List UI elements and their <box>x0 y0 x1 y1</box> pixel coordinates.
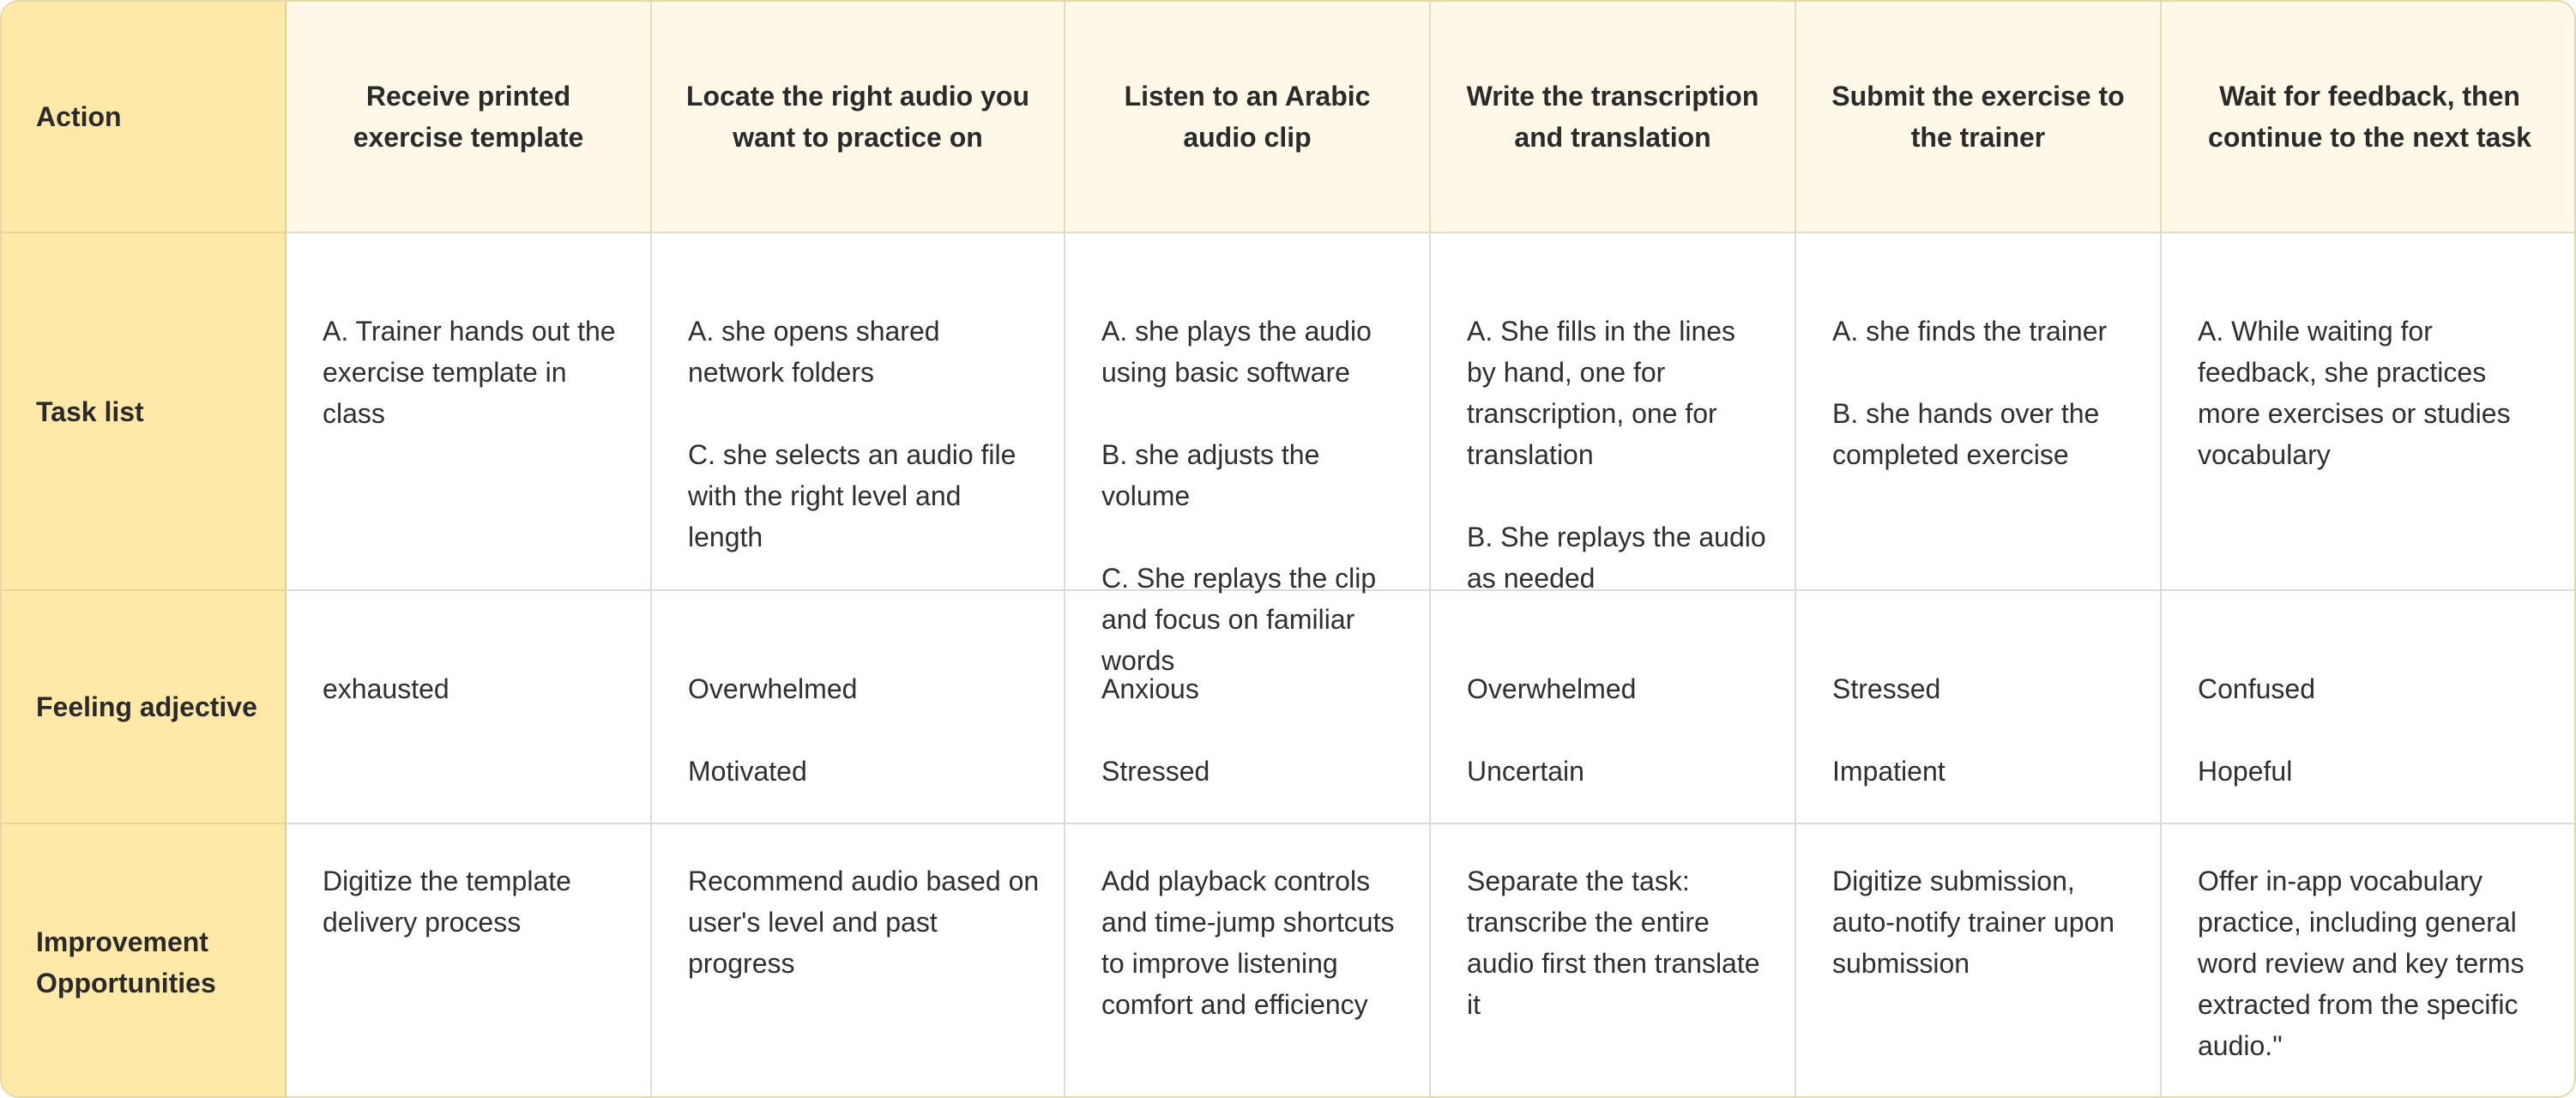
improvement-cell: Digitize submission, auto-notify trainer upon submission <box>1796 824 2162 1098</box>
feeling-cell <box>287 591 652 824</box>
task-item: A. she opens shared network folders <box>688 316 940 388</box>
task-item: C. she selects an audio file with the right level and length <box>688 439 1017 552</box>
feeling-item: Overwhelmed <box>688 673 858 704</box>
improvement-cell: Digitize the template delivery process <box>287 824 652 1098</box>
feeling-cell <box>1065 591 1431 824</box>
task-list-cell <box>652 233 1065 591</box>
action-header: Submit the exercise to the trainer <box>1796 2 2162 233</box>
feeling-item: Impatient <box>1832 756 1946 787</box>
improvement-cell: Offer in-app vocabulary practice, including general word review and key terms extracted from the specific audio." <box>2198 866 2525 1061</box>
task-item: B. She replays the audio as needed <box>1467 522 1766 594</box>
task-list-cell <box>2162 233 2576 591</box>
feeling-item: Stressed <box>1101 756 1210 787</box>
task-item: B. she adjusts the volume <box>1101 439 1320 511</box>
feeling-item: Stressed <box>1832 673 1941 704</box>
feeling-item: exhausted <box>323 673 449 704</box>
feeling-item: Anxious <box>1101 673 1199 704</box>
task-list-cell <box>287 233 652 591</box>
task-list-cell <box>1431 233 1796 594</box>
feeling-item: Uncertain <box>1467 756 1584 787</box>
feeling-item: Hopeful <box>2198 756 2293 787</box>
task-list-cell <box>1065 233 1431 676</box>
action-header: Locate the right audio you want to practice on <box>652 2 1065 233</box>
feeling-item: Overwhelmed <box>1467 673 1637 704</box>
task-item: B. she hands over the completed exercise <box>1832 398 2100 470</box>
feeling-cell <box>2162 591 2576 824</box>
task-item: A. She fills in the lines by hand, one for transcription, one for translation <box>1467 316 1736 470</box>
task-item: A. While waiting for feedback, she practices more exercises or studies vocabulary <box>2198 316 2511 470</box>
task-item: C. She replays the clip and focus on familiar words <box>1101 563 1377 676</box>
action-header: Write the transcription and translation <box>1431 2 1796 233</box>
row-label-task-list: Task list <box>2 233 287 591</box>
feeling-cell <box>652 591 1065 824</box>
feeling-item: Motivated <box>688 756 807 787</box>
row-label-feeling: Feeling adjective <box>2 591 287 824</box>
improvement-cell: Recommend audio based on user's level and past progress <box>652 824 1065 1098</box>
action-header: Receive printed exercise template <box>287 2 652 233</box>
action-header: Listen to an Arabic audio clip <box>1065 2 1431 233</box>
feeling-item: Confused <box>2198 673 2315 704</box>
task-list-cell <box>1796 233 2162 591</box>
feeling-cell <box>1431 591 1796 824</box>
row-label-improvement: Improvement Opportunities <box>2 824 287 1098</box>
action-header: Wait for feedback, then continue to the next task <box>2162 2 2576 233</box>
task-item: A. she plays the audio using basic software <box>1101 316 1372 388</box>
improvement-cell: Add playback controls and time-jump shortcuts to improve listening comfort and efficiency <box>1065 824 1431 1098</box>
improvement-cell: Separate the task: transcribe the entire audio first then translate it <box>1431 824 1796 1098</box>
task-item: A. she finds the trainer <box>1832 316 2108 347</box>
task-item: A. Trainer hands out the exercise template in class <box>323 316 616 429</box>
feeling-cell <box>1796 591 2162 824</box>
row-label-action: Action <box>2 2 287 233</box>
